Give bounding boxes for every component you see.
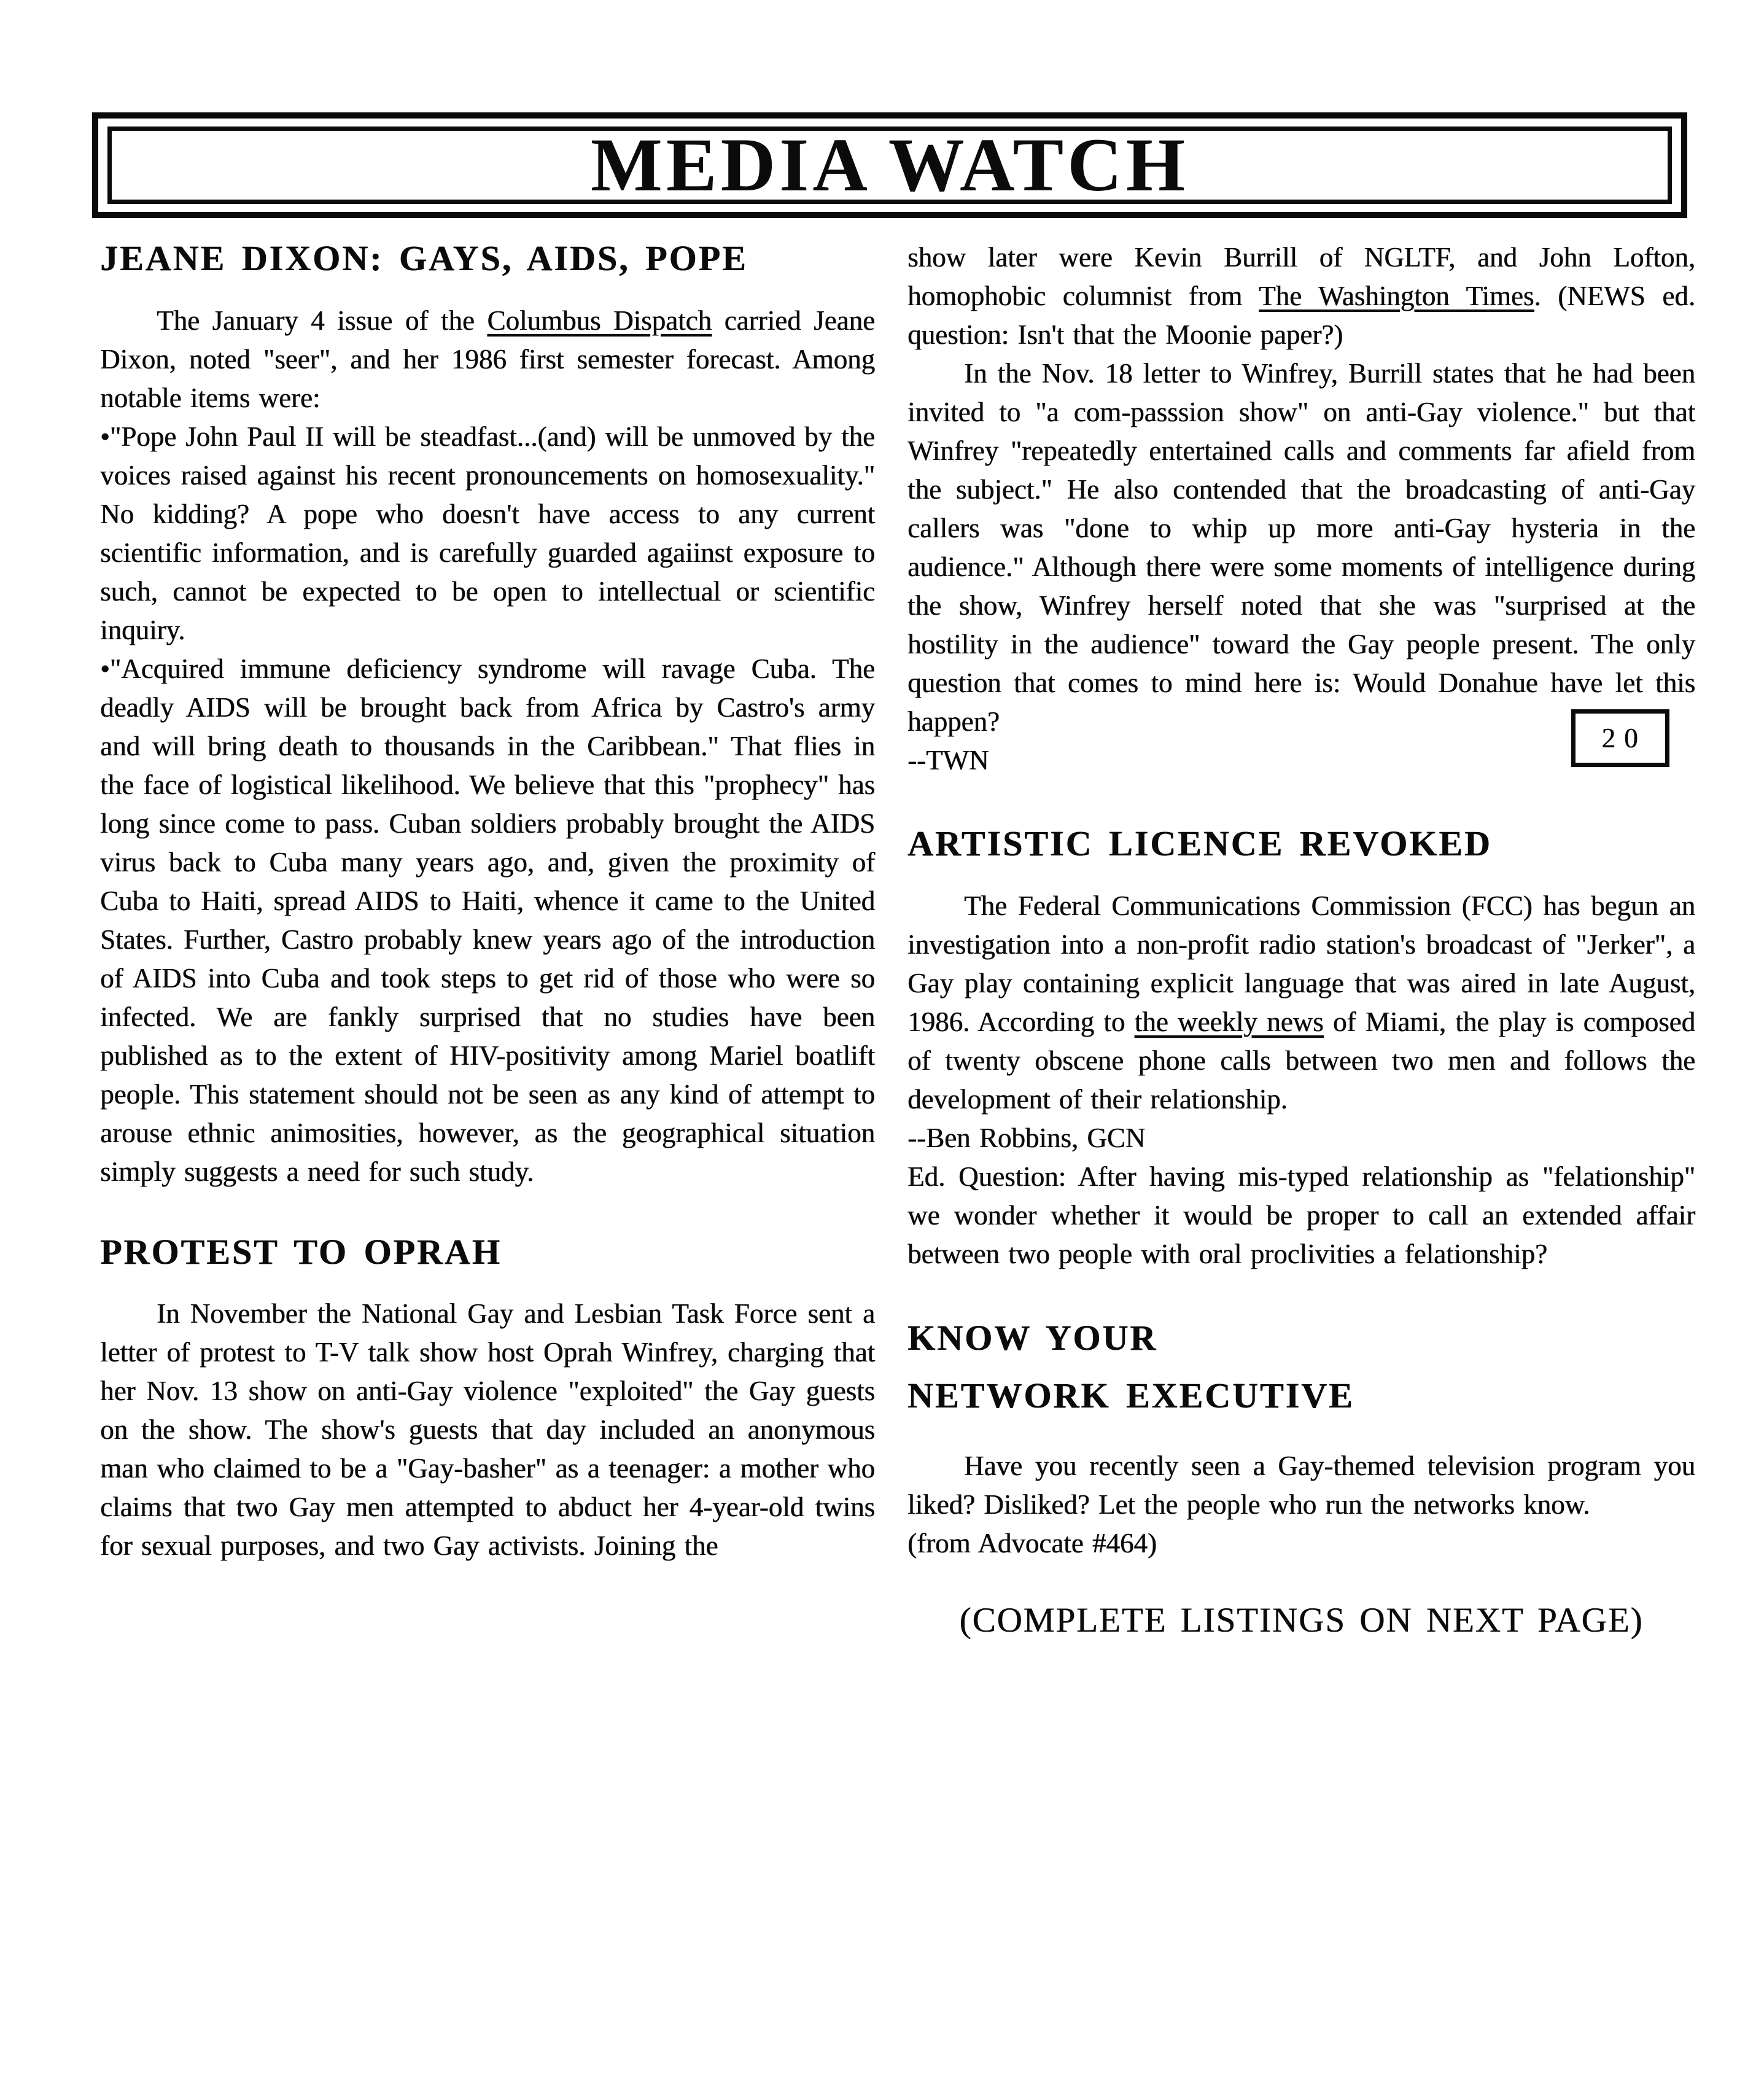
page-number-badge: 20: [1571, 709, 1669, 767]
article-heading-artistic-licence: ARTISTIC LICENCE REVOKED: [907, 823, 1492, 863]
article-heading-jeane-dixon: JEANE DIXON: GAYS, AIDS, POPE: [100, 238, 748, 278]
publication-name-weekly-news: the weekly news: [1134, 1006, 1324, 1037]
byline-ben-robbins: --Ben Robbins, GCN: [907, 1122, 1146, 1153]
signature-row: [907, 722, 1695, 788]
editor-note: Ed. Question: After having mis-typed relationship as "felationship" we wonder whether it would be proper to call an extended affair between two people with oral proclivities a felationship?: [907, 1161, 1695, 1269]
article-heading-protest-to-oprah: PROTEST TO OPRAH: [100, 1231, 502, 1272]
paragraph-text: The January 4 issue of the: [157, 305, 488, 336]
paragraph-dixon-intro: [100, 302, 875, 418]
heading-line: KNOW YOUR: [907, 1317, 1158, 1358]
right-column: [907, 238, 1695, 1640]
paragraph-text: show later were Kevin Burrill of NGLTF, and John Lofton, homophobic columnist from: [907, 242, 1695, 311]
next-page-note: (COMPLETE LISTINGS ON NEXT PAGE): [959, 1600, 1644, 1640]
page-title: MEDIA WATCH: [590, 123, 1189, 207]
bullet-item-aids-cuba: •"Acquired immune deficiency syndrome will ravage Cuba. The deadly AIDS will be brought back from Africa by Castro's army and will bring death to thousands in the Caribbean." That flies in the face of logistical likelihood. We believe that this "prophecy" has long since come to pass. Cuban soldiers probably brought the AIDS virus back to Cuba many years ago, and, given the proximity of Cuba to Haiti, spread AIDS to Haiti, whence it came to the United States. Further, Castro probably knew years ago of the introduction of AIDS into Cuba and took steps to get rid of those who were so infected. We are fankly surprised that no studies have been published as to the extent of HIV-positivity among Mariel boatlift people. This statement should not be seen as any kind of attempt to arouse ethnic animosities, however, as the geographical situation simply suggests a need for such study.: [100, 653, 875, 1187]
paragraph-network: Have you recently seen a Gay-themed television program you liked? Disliked? Let the people who run the networks know.: [907, 1450, 1695, 1520]
paragraph-text: of Miami, the play is composed of twenty obscene phone calls between two men and follows the development of their relationship.: [907, 1006, 1696, 1115]
paragraph-text: The Federal Communications Commission (FCC) has begun an investigation into a non-profit radio station's broadcast of "Jerker", a Gay play containing explicit language that was aired in late August, 1986. According to: [907, 890, 1695, 1037]
paragraph-oprah: In November the National Gay and Lesbian Task Force sent a letter of protest to T-V talk show host Oprah Winfrey, charging that her Nov. 13 show on anti-Gay violence "exploited" the Gay guests on the show. The show's guests that day included an anonymous man who claimed to be a "Gay-basher" as a teenager: a mother who claims that two Gay men attempted to abduct her 4-year-old twins for sexual purposes, and two Gay activists. Joining the: [100, 1298, 875, 1562]
left-column: [100, 238, 875, 1565]
article-heading-know-your-network-executive: [907, 1309, 1695, 1425]
byline-twn: --TWN: [907, 745, 989, 776]
masthead-inner-border: [107, 123, 1672, 207]
paragraph-oprah-continued: [907, 238, 1695, 354]
source-note-advocate: (from Advocate #464): [907, 1527, 1157, 1559]
publication-name-washington-times: The Washington Times: [1258, 281, 1534, 311]
publication-name-columbus-dispatch: Columbus Dispatch: [487, 305, 712, 336]
paragraph-text: carried Jeane Dixon, noted "seer", and her 1986 first semester forecast. Among notable items were:: [100, 305, 876, 413]
masthead: [92, 112, 1687, 218]
bullet-item-pope: •"Pope John Paul II will be steadfast...(and) will be unmoved by the voices raised against his recent pronouncements on homosexuality." No kidding? A pope who doesn't have access to any current scientific information, and is carefully guarded agaiinst exposure to such, cannot be expected to be open to intellectual or scientific inquiry.: [100, 421, 875, 645]
paragraph-burrill-letter: In the Nov. 18 letter to Winfrey, Burrill states that he had been invited to "a com-passsion show" on anti-Gay violence." but that Winfrey "repeatedly entertained calls and comments far afield from the subject." He also contended that the broadcasting of anti-Gay callers was "done to whip up more anti-Gay hysteria in the audience." Although there were some moments of intelligence during the show, Winfrey herself noted that she was "surprised at the hostility in the audience" toward the Gay people present. The only question that comes to mind here is: Would Donahue have let this happen?: [907, 358, 1695, 737]
paragraph-fcc: [907, 887, 1695, 1119]
paragraph-text: . (NEWS ed. question: Isn't that the Moonie paper?): [907, 281, 1695, 350]
heading-line: NETWORK EXECUTIVE: [907, 1375, 1354, 1415]
